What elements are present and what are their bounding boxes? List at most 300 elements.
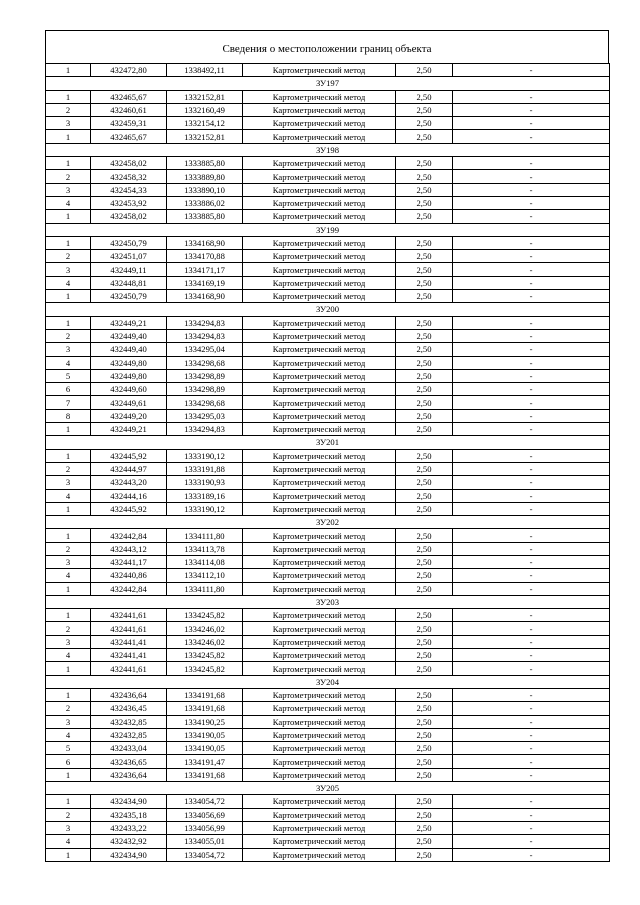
method-cell: Картометрический метод [243,369,396,382]
method-cell: Картометрический метод [243,316,396,329]
accuracy-cell: 2,50 [396,808,453,821]
x-coordinate-cell: 432443,20 [91,476,167,489]
table-row [46,383,610,396]
method-cell: Картометрический метод [243,210,396,223]
y-coordinate-cell: 1334168,90 [167,236,243,249]
y-coordinate-cell: 1334295,04 [167,343,243,356]
method-cell: Картометрический метод [243,462,396,475]
method-cell: Картометрический метод [243,183,396,196]
table-row [46,848,610,861]
group-header-row [46,77,610,90]
y-coordinate-cell: 1333189,16 [167,489,243,502]
point-number-cell: 3 [46,715,91,728]
method-cell: Картометрический метод [243,808,396,821]
x-coordinate-cell: 432444,16 [91,489,167,502]
y-coordinate-cell: 1334112,10 [167,569,243,582]
table-row [46,742,610,755]
group-header-row [46,303,610,316]
point-number-cell: 4 [46,569,91,582]
group-name-cell: ЗУ197 [46,77,610,90]
point-number-cell: 4 [46,649,91,662]
x-coordinate-cell: 432449,80 [91,369,167,382]
method-cell: Картометрический метод [243,276,396,289]
point-number-cell: 2 [46,622,91,635]
x-coordinate-cell: 432445,92 [91,449,167,462]
point-number-cell: 6 [46,755,91,768]
table-row [46,356,610,369]
description-cell: - [453,64,610,77]
description-cell: - [453,476,610,489]
method-cell: Картометрический метод [243,622,396,635]
x-coordinate-cell: 432441,17 [91,555,167,568]
table-row [46,462,610,475]
method-cell: Картометрический метод [243,555,396,568]
table-row [46,157,610,170]
description-cell: - [453,449,610,462]
description-cell: - [453,502,610,515]
description-cell: - [453,383,610,396]
point-number-cell: 1 [46,449,91,462]
method-cell: Картометрический метод [243,356,396,369]
point-number-cell: 4 [46,196,91,209]
point-number-cell: 1 [46,210,91,223]
y-coordinate-cell: 1334191,68 [167,702,243,715]
method-cell: Картометрический метод [243,476,396,489]
table-row [46,502,610,515]
y-coordinate-cell: 1333190,12 [167,502,243,515]
description-cell: - [453,356,610,369]
method-cell: Картометрический метод [243,489,396,502]
point-number-cell: 1 [46,236,91,249]
x-coordinate-cell: 432441,61 [91,609,167,622]
x-coordinate-cell: 432450,79 [91,236,167,249]
method-cell: Картометрический метод [243,742,396,755]
group-name-cell: ЗУ201 [46,436,610,449]
description-cell: - [453,210,610,223]
accuracy-cell: 2,50 [396,170,453,183]
y-coordinate-cell: 1334294,83 [167,316,243,329]
x-coordinate-cell: 432436,64 [91,688,167,701]
table-row [46,196,610,209]
point-number-cell: 2 [46,542,91,555]
x-coordinate-cell: 432449,80 [91,356,167,369]
table-row [46,210,610,223]
accuracy-cell: 2,50 [396,449,453,462]
x-coordinate-cell: 432434,90 [91,795,167,808]
y-coordinate-cell: 1334246,02 [167,622,243,635]
table-row [46,343,610,356]
y-coordinate-cell: 1334056,69 [167,808,243,821]
method-cell: Картометрический метод [243,236,396,249]
x-coordinate-cell: 432449,60 [91,383,167,396]
y-coordinate-cell: 1334245,82 [167,649,243,662]
description-cell: - [453,196,610,209]
y-coordinate-cell: 1334171,17 [167,263,243,276]
coordinates-table [45,63,610,862]
accuracy-cell: 2,50 [396,569,453,582]
table-row [46,476,610,489]
description-cell: - [453,409,610,422]
method-cell: Картометрический метод [243,848,396,861]
y-coordinate-cell: 1333191,88 [167,462,243,475]
table-row [46,542,610,555]
method-cell: Картометрический метод [243,835,396,848]
table-row [46,555,610,568]
accuracy-cell: 2,50 [396,276,453,289]
accuracy-cell: 2,50 [396,64,453,77]
y-coordinate-cell: 1334054,72 [167,848,243,861]
method-cell: Картометрический метод [243,90,396,103]
point-number-cell: 1 [46,662,91,675]
y-coordinate-cell: 1334298,89 [167,383,243,396]
x-coordinate-cell: 432449,40 [91,343,167,356]
x-coordinate-cell: 432432,92 [91,835,167,848]
point-number-cell: 1 [46,64,91,77]
table-row [46,117,610,130]
description-cell: - [453,290,610,303]
accuracy-cell: 2,50 [396,755,453,768]
point-number-cell: 1 [46,316,91,329]
point-number-cell: 3 [46,263,91,276]
accuracy-cell: 2,50 [396,649,453,662]
x-coordinate-cell: 432436,64 [91,768,167,781]
x-coordinate-cell: 432448,81 [91,276,167,289]
y-coordinate-cell: 1333889,80 [167,170,243,183]
table-row [46,795,610,808]
point-number-cell: 2 [46,170,91,183]
description-cell: - [453,715,610,728]
table-row [46,130,610,143]
accuracy-cell: 2,50 [396,316,453,329]
description-cell: - [453,555,610,568]
table-row [46,90,610,103]
method-cell: Картометрический метод [243,635,396,648]
description-cell: - [453,755,610,768]
table-row [46,835,610,848]
description-cell: - [453,529,610,542]
table-row [46,316,610,329]
y-coordinate-cell: 1334191,68 [167,688,243,701]
method-cell: Картометрический метод [243,609,396,622]
x-coordinate-cell: 432454,33 [91,183,167,196]
x-coordinate-cell: 432436,45 [91,702,167,715]
table-row [46,276,610,289]
table-row [46,768,610,781]
point-number-cell: 3 [46,343,91,356]
description-cell: - [453,343,610,356]
point-number-cell: 3 [46,821,91,834]
accuracy-cell: 2,50 [396,250,453,263]
point-number-cell: 1 [46,609,91,622]
method-cell: Картометрический метод [243,542,396,555]
table-row [46,396,610,409]
group-name-cell: ЗУ202 [46,516,610,529]
method-cell: Картометрический метод [243,662,396,675]
y-coordinate-cell: 1333886,02 [167,196,243,209]
method-cell: Картометрический метод [243,821,396,834]
point-number-cell: 5 [46,369,91,382]
point-number-cell: 1 [46,130,91,143]
x-coordinate-cell: 432443,12 [91,542,167,555]
description-cell: - [453,821,610,834]
y-coordinate-cell: 1334298,68 [167,396,243,409]
table-row [46,622,610,635]
accuracy-cell: 2,50 [396,728,453,741]
accuracy-cell: 2,50 [396,715,453,728]
y-coordinate-cell: 1334190,25 [167,715,243,728]
accuracy-cell: 2,50 [396,821,453,834]
accuracy-cell: 2,50 [396,622,453,635]
accuracy-cell: 2,50 [396,542,453,555]
y-coordinate-cell: 1333885,80 [167,157,243,170]
method-cell: Картометрический метод [243,196,396,209]
table-row [46,529,610,542]
method-cell: Картометрический метод [243,702,396,715]
y-coordinate-cell: 1333890,10 [167,183,243,196]
point-number-cell: 1 [46,529,91,542]
point-number-cell: 4 [46,728,91,741]
table-row [46,449,610,462]
description-cell: - [453,316,610,329]
description-cell: - [453,263,610,276]
point-number-cell: 3 [46,117,91,130]
x-coordinate-cell: 432472,80 [91,64,167,77]
method-cell: Картометрический метод [243,263,396,276]
table-title-box [45,30,609,63]
method-cell: Картометрический метод [243,502,396,515]
description-cell: - [453,276,610,289]
method-cell: Картометрический метод [243,383,396,396]
x-coordinate-cell: 432435,18 [91,808,167,821]
x-coordinate-cell: 432459,31 [91,117,167,130]
accuracy-cell: 2,50 [396,462,453,475]
y-coordinate-cell: 1334168,90 [167,290,243,303]
point-number-cell: 8 [46,409,91,422]
description-cell: - [453,649,610,662]
accuracy-cell: 2,50 [396,835,453,848]
method-cell: Картометрический метод [243,529,396,542]
y-coordinate-cell: 1334114,08 [167,555,243,568]
y-coordinate-cell: 1333190,93 [167,476,243,489]
x-coordinate-cell: 432436,65 [91,755,167,768]
method-cell: Картометрический метод [243,649,396,662]
point-number-cell: 2 [46,250,91,263]
table-row [46,755,610,768]
accuracy-cell: 2,50 [396,290,453,303]
x-coordinate-cell: 432451,07 [91,250,167,263]
method-cell: Картометрический метод [243,64,396,77]
table-row [46,183,610,196]
y-coordinate-cell: 1334191,68 [167,768,243,781]
x-coordinate-cell: 432465,67 [91,130,167,143]
description-cell: - [453,635,610,648]
x-coordinate-cell: 432449,21 [91,423,167,436]
accuracy-cell: 2,50 [396,329,453,342]
table-row [46,582,610,595]
x-coordinate-cell: 432449,61 [91,396,167,409]
group-name-cell: ЗУ200 [46,303,610,316]
accuracy-cell: 2,50 [396,635,453,648]
description-cell: - [453,462,610,475]
table-row [46,423,610,436]
accuracy-cell: 2,50 [396,489,453,502]
x-coordinate-cell: 432432,85 [91,728,167,741]
point-number-cell: 1 [46,502,91,515]
x-coordinate-cell: 432432,85 [91,715,167,728]
accuracy-cell: 2,50 [396,409,453,422]
x-coordinate-cell: 432434,90 [91,848,167,861]
point-number-cell: 2 [46,103,91,116]
accuracy-cell: 2,50 [396,768,453,781]
y-coordinate-cell: 1333885,80 [167,210,243,223]
point-number-cell: 2 [46,329,91,342]
group-header-row [46,436,610,449]
point-number-cell: 1 [46,795,91,808]
y-coordinate-cell: 1334298,89 [167,369,243,382]
description-cell: - [453,369,610,382]
point-number-cell: 6 [46,383,91,396]
point-number-cell: 2 [46,462,91,475]
document [45,30,609,862]
accuracy-cell: 2,50 [396,356,453,369]
group-name-cell: ЗУ203 [46,595,610,608]
group-header-row [46,782,610,795]
description-cell: - [453,103,610,116]
table-row [46,662,610,675]
y-coordinate-cell: 1334169,19 [167,276,243,289]
group-name-cell: ЗУ199 [46,223,610,236]
point-number-cell: 1 [46,290,91,303]
description-cell: - [453,848,610,861]
accuracy-cell: 2,50 [396,555,453,568]
x-coordinate-cell: 432460,61 [91,103,167,116]
description-cell: - [453,329,610,342]
x-coordinate-cell: 432433,04 [91,742,167,755]
x-coordinate-cell: 432441,41 [91,649,167,662]
accuracy-cell: 2,50 [396,702,453,715]
y-coordinate-cell: 1334294,83 [167,423,243,436]
table-row [46,821,610,834]
point-number-cell: 4 [46,276,91,289]
method-cell: Картометрический метод [243,768,396,781]
point-number-cell: 4 [46,489,91,502]
y-coordinate-cell: 1332152,81 [167,130,243,143]
y-coordinate-cell: 1334170,88 [167,250,243,263]
table-row [46,236,610,249]
method-cell: Картометрический метод [243,329,396,342]
table-row [46,263,610,276]
point-number-cell: 1 [46,582,91,595]
method-cell: Картометрический метод [243,755,396,768]
x-coordinate-cell: 432445,92 [91,502,167,515]
point-number-cell: 3 [46,183,91,196]
y-coordinate-cell: 1334111,80 [167,582,243,595]
description-cell: - [453,423,610,436]
group-header-row [46,595,610,608]
y-coordinate-cell: 1332154,12 [167,117,243,130]
x-coordinate-cell: 432441,61 [91,622,167,635]
accuracy-cell: 2,50 [396,236,453,249]
accuracy-cell: 2,50 [396,130,453,143]
point-number-cell: 4 [46,356,91,369]
x-coordinate-cell: 432450,79 [91,290,167,303]
y-coordinate-cell: 1334294,83 [167,329,243,342]
table-row [46,170,610,183]
accuracy-cell: 2,50 [396,90,453,103]
x-coordinate-cell: 432458,02 [91,210,167,223]
y-coordinate-cell: 1334111,80 [167,529,243,542]
y-coordinate-cell: 1334298,68 [167,356,243,369]
y-coordinate-cell: 1332160,49 [167,103,243,116]
point-number-cell: 3 [46,555,91,568]
table-row [46,728,610,741]
table-row [46,64,610,77]
group-header-row [46,223,610,236]
description-cell: - [453,183,610,196]
description-cell: - [453,835,610,848]
table-row [46,290,610,303]
x-coordinate-cell: 432442,84 [91,582,167,595]
method-cell: Картометрический метод [243,569,396,582]
y-coordinate-cell: 1334054,72 [167,795,243,808]
accuracy-cell: 2,50 [396,117,453,130]
accuracy-cell: 2,50 [396,476,453,489]
accuracy-cell: 2,50 [396,196,453,209]
x-coordinate-cell: 432442,84 [91,529,167,542]
description-cell: - [453,609,610,622]
y-coordinate-cell: 1333190,12 [167,449,243,462]
x-coordinate-cell: 432458,32 [91,170,167,183]
group-name-cell: ЗУ205 [46,782,610,795]
table-row [46,609,610,622]
method-cell: Картометрический метод [243,409,396,422]
accuracy-cell: 2,50 [396,369,453,382]
method-cell: Картометрический метод [243,117,396,130]
accuracy-cell: 2,50 [396,848,453,861]
description-cell: - [453,130,610,143]
y-coordinate-cell: 1334190,05 [167,728,243,741]
point-number-cell: 3 [46,635,91,648]
y-coordinate-cell: 1334246,02 [167,635,243,648]
method-cell: Картометрический метод [243,130,396,143]
group-header-row [46,675,610,688]
table-row [46,329,610,342]
x-coordinate-cell: 432449,11 [91,263,167,276]
description-cell: - [453,569,610,582]
method-cell: Картометрический метод [243,449,396,462]
table-row [46,489,610,502]
accuracy-cell: 2,50 [396,609,453,622]
accuracy-cell: 2,50 [396,343,453,356]
description-cell: - [453,170,610,183]
description-cell: - [453,688,610,701]
method-cell: Картометрический метод [243,795,396,808]
table-row [46,635,610,648]
x-coordinate-cell: 432449,21 [91,316,167,329]
table-row [46,702,610,715]
method-cell: Картометрический метод [243,103,396,116]
description-cell: - [453,582,610,595]
description-cell: - [453,728,610,741]
group-name-cell: ЗУ204 [46,675,610,688]
description-cell: - [453,702,610,715]
table-row [46,649,610,662]
y-coordinate-cell: 1334191,47 [167,755,243,768]
method-cell: Картометрический метод [243,715,396,728]
description-cell: - [453,250,610,263]
y-coordinate-cell: 1334055,01 [167,835,243,848]
point-number-cell: 1 [46,848,91,861]
